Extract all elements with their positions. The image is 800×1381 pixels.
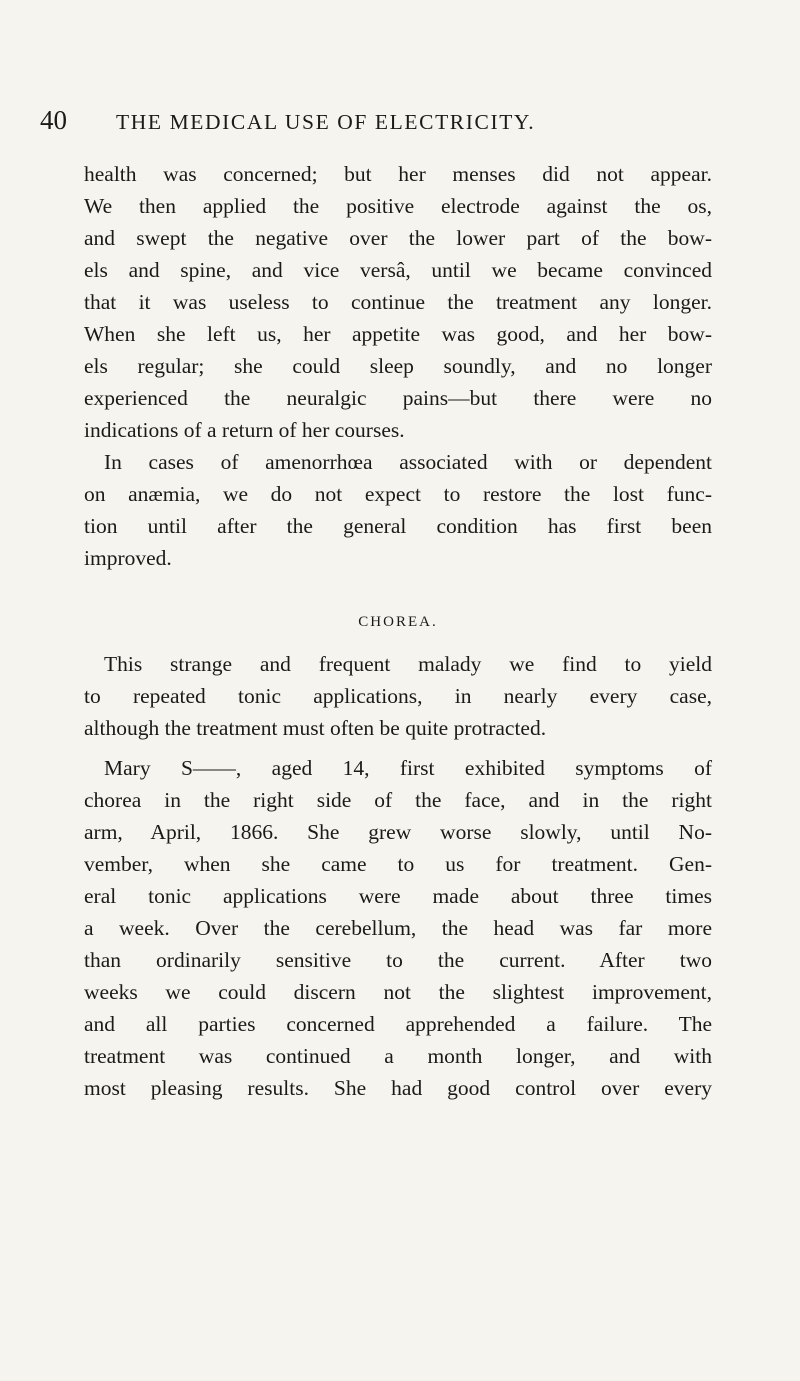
text-line: tion until after the general condition has first been — [84, 514, 712, 538]
spacer — [84, 744, 712, 752]
text-line: We then applied the positive electrode against the os, — [84, 194, 712, 218]
text-line: to repeated tonic applications, in nearly every case, — [84, 684, 712, 708]
text-line: arm, April, 1866. She grew worse slowly, until No- — [84, 820, 712, 844]
text-line: When she left us, her appetite was good, and her bow- — [84, 322, 712, 346]
text-line: improved. — [84, 546, 172, 570]
text-line: weeks we could discern not the slightest improvement, — [84, 980, 712, 1004]
text-line: experienced the neuralgic pains—but there were no — [84, 386, 712, 410]
text-line: Mary S——, aged 14, first exhibited symptoms of — [104, 756, 712, 780]
text-line: eral tonic applications were made about three times — [84, 884, 712, 908]
text-line: chorea in the right side of the face, and in the right — [84, 788, 712, 812]
text-line: In cases of amenorrhœa associated with or dependent — [104, 450, 712, 474]
text-line: and all parties concerned apprehended a failure. The — [84, 1012, 712, 1036]
paragraph-3 — [84, 648, 712, 744]
text-line: indications of a return of her courses. — [84, 418, 405, 442]
text-line: most pleasing results. She had good control over every — [84, 1076, 712, 1100]
text-line: els regular; she could sleep soundly, and no longer — [84, 354, 712, 378]
text-line: This strange and frequent malady we find to yield — [104, 652, 712, 676]
body-text — [84, 158, 712, 1104]
text-line: that it was useless to continue the treatment any longer. — [84, 290, 712, 314]
paragraph-2 — [84, 446, 712, 574]
text-line: treatment was continued a month longer, and with — [84, 1044, 712, 1068]
text-line: although the treatment must often be quite protracted. — [84, 716, 547, 740]
text-line: than ordinarily sensitive to the current. After two — [84, 948, 712, 972]
text-line: a week. Over the cerebellum, the head was far more — [84, 916, 712, 940]
text-line: vember, when she came to us for treatment. Gen- — [84, 852, 712, 876]
running-head — [40, 104, 740, 144]
text-line: health was concerned; but her menses did not appear. — [84, 162, 712, 186]
text-line: on anæmia, we do not expect to restore the lost func- — [84, 482, 712, 506]
section-heading: CHOREA. — [358, 614, 438, 630]
paragraph-1 — [84, 158, 712, 446]
text-line: els and spine, and vice versâ, until we became convinced — [84, 258, 712, 282]
spacer — [84, 574, 712, 610]
running-title: THE MEDICAL USE OF ELECTRICITY. — [116, 110, 536, 134]
page-number: 40 — [40, 105, 67, 135]
text-line: and swept the negative over the lower part of the bow- — [84, 226, 712, 250]
paragraph-4 — [84, 752, 712, 1104]
